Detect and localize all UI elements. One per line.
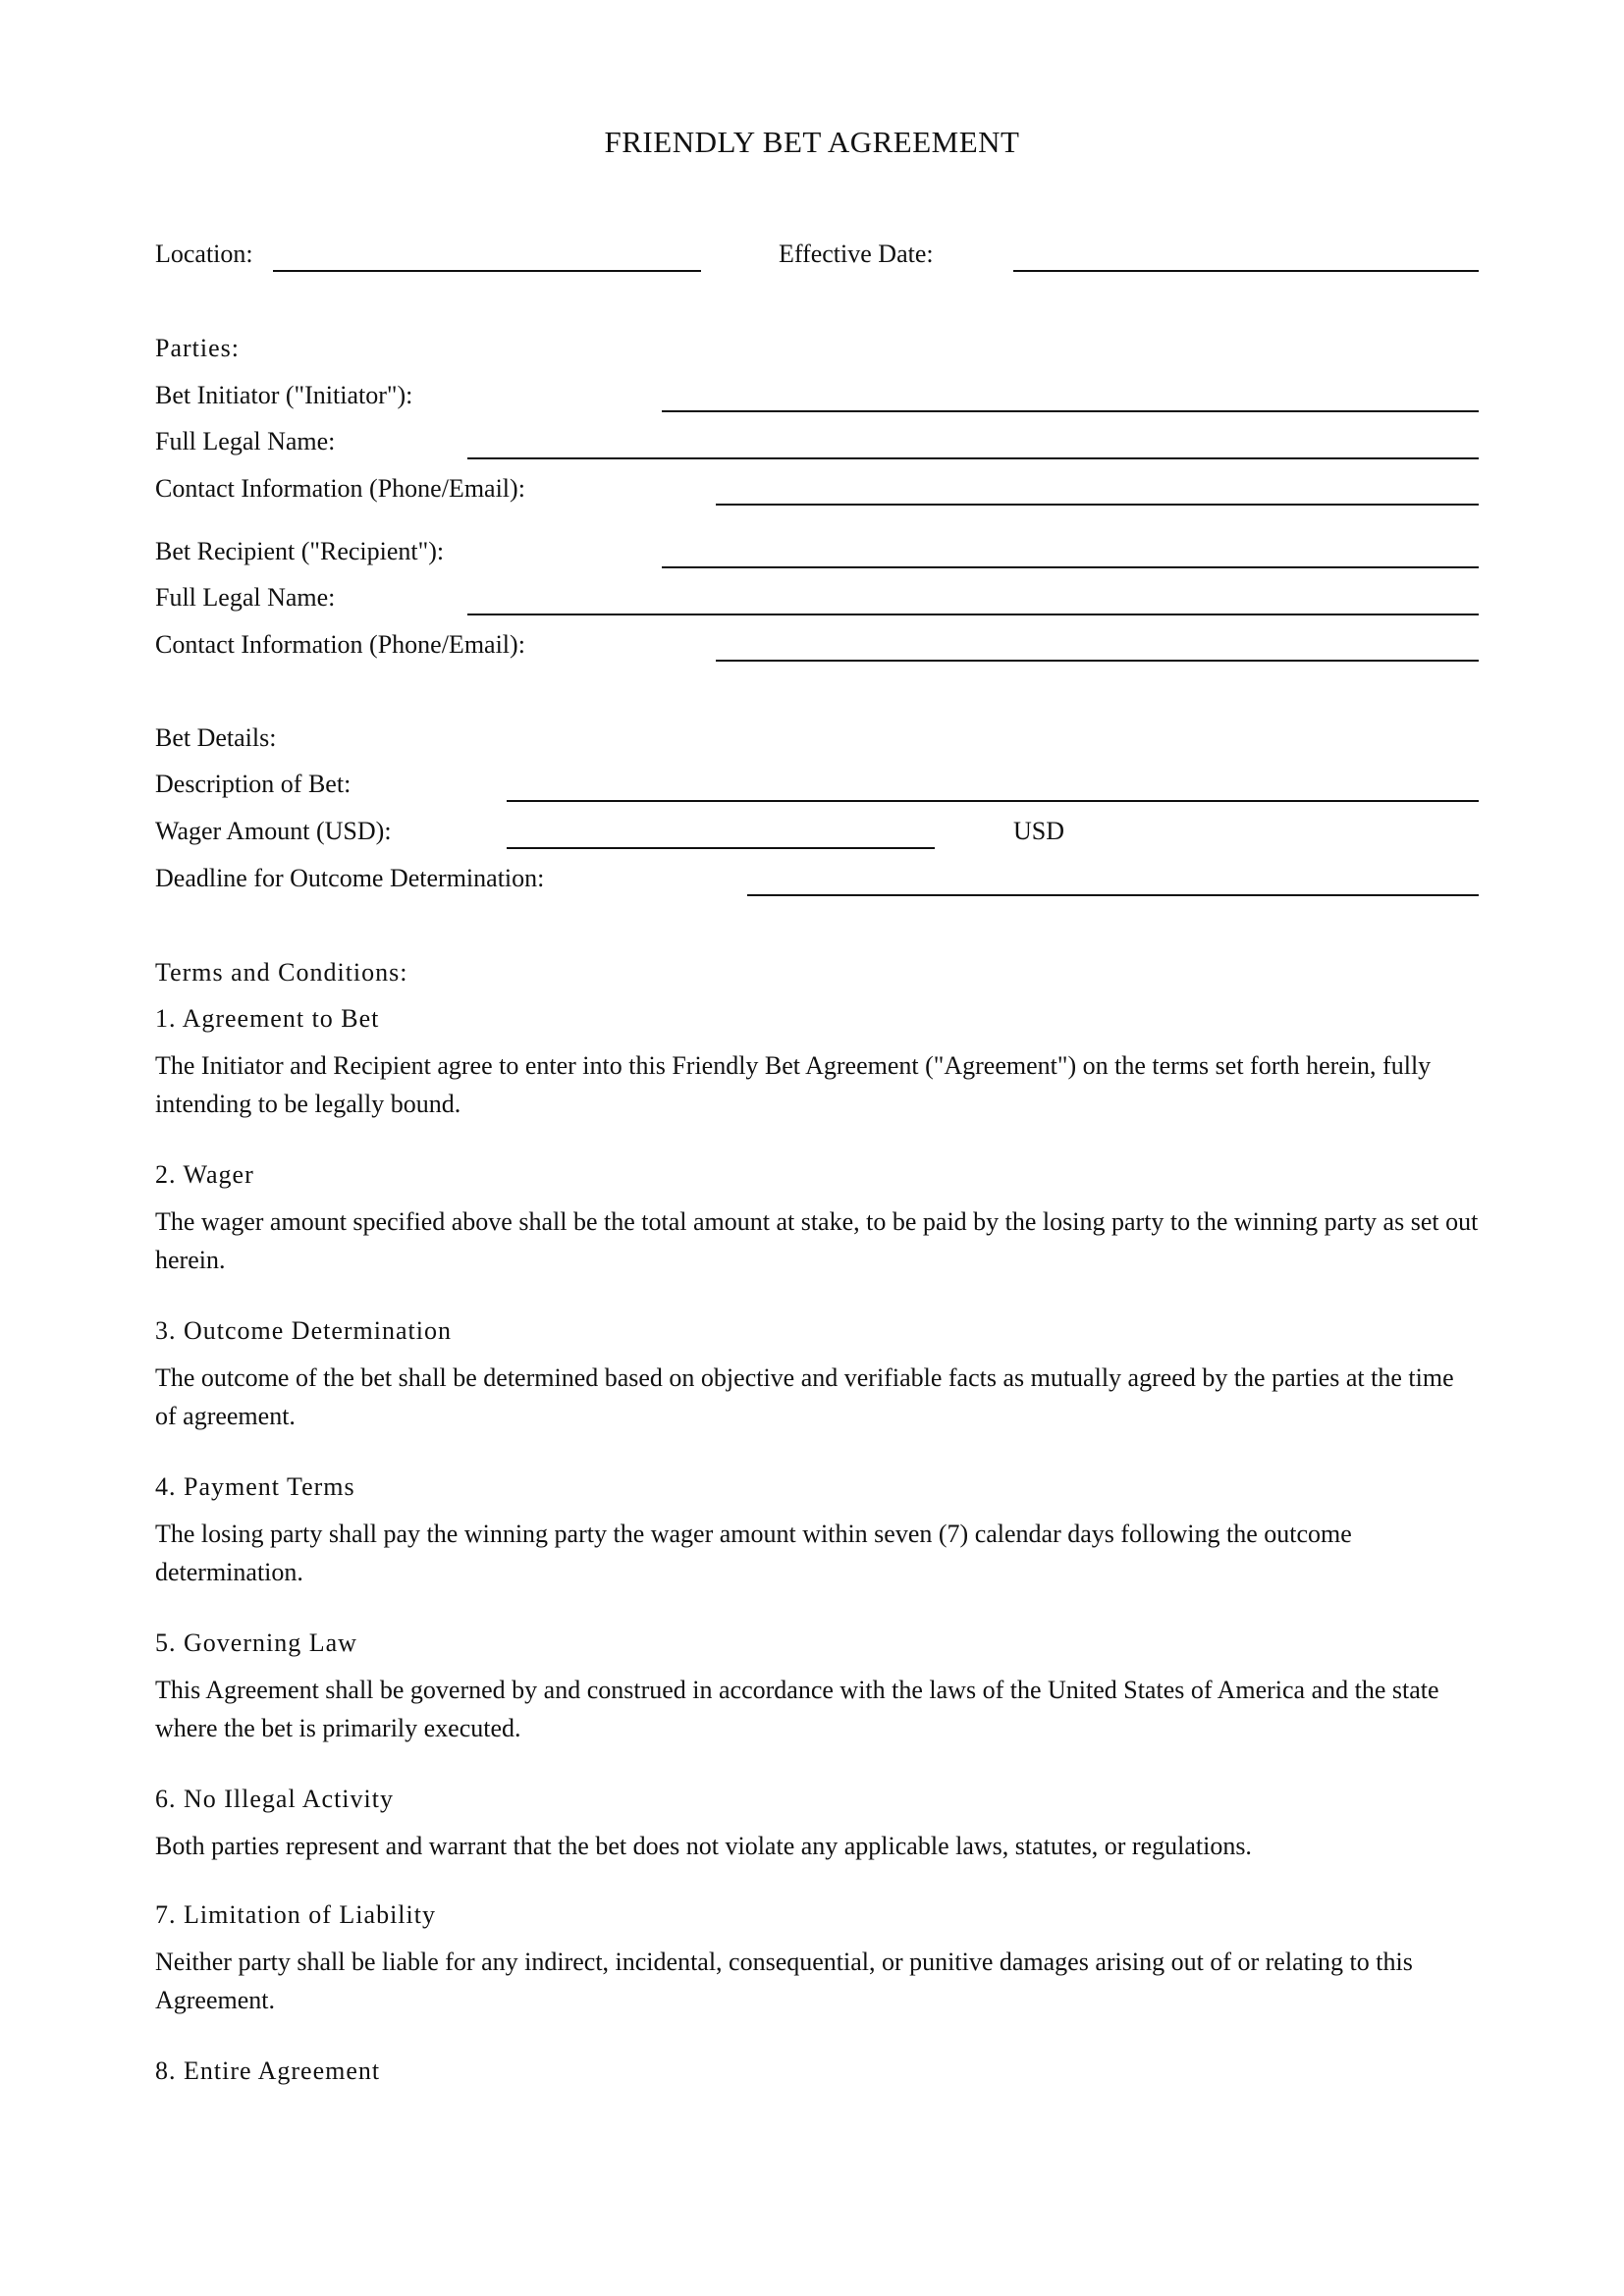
terms-heading: Terms and Conditions:: [155, 958, 408, 987]
section-title: 4. Payment Terms: [155, 1472, 355, 1501]
initiator-name-label: Full Legal Name:: [155, 427, 336, 455]
section-body: The Initiator and Recipient agree to enter into this Friendly Bet Agreement ("Agreement") on the terms set forth herein, fully intending to be legally bound.: [155, 1051, 1432, 1118]
deadline-label: Deadline for Outcome Determination:: [155, 864, 545, 892]
section-title: 8. Entire Agreement: [155, 2056, 381, 2085]
wager-field[interactable]: [507, 847, 935, 849]
recipient-contact-label: Contact Information (Phone/Email):: [155, 630, 525, 659]
location-label: Location:: [155, 240, 253, 268]
recipient-name-field[interactable]: [467, 614, 1479, 615]
location-field[interactable]: [273, 270, 701, 272]
initiator-contact-label: Contact Information (Phone/Email):: [155, 474, 525, 503]
deadline-field[interactable]: [747, 894, 1479, 896]
section-body: This Agreement shall be governed by and construed in accordance with the laws of the United States of America and the state where the bet is primarily executed.: [155, 1676, 1439, 1742]
bet-details-heading: Bet Details:: [155, 723, 277, 752]
section-title: 7. Limitation of Liability: [155, 1900, 436, 1929]
initiator-field[interactable]: [662, 410, 1479, 412]
description-label: Description of Bet:: [155, 770, 352, 798]
recipient-name-label: Full Legal Name:: [155, 583, 336, 612]
wager-label: Wager Amount (USD):: [155, 817, 392, 845]
section-body: The outcome of the bet shall be determined based on objective and verifiable facts as mutually agreed by the parties at the time of agreement.: [155, 1363, 1454, 1430]
section-title: 1. Agreement to Bet: [155, 1004, 380, 1033]
recipient-field[interactable]: [662, 566, 1479, 568]
initiator-label: Bet Initiator ("Initiator"):: [155, 381, 413, 409]
effective-date-label: Effective Date:: [779, 240, 934, 268]
initiator-name-field[interactable]: [467, 457, 1479, 459]
recipient-contact-field[interactable]: [716, 660, 1479, 662]
document-title: FRIENDLY BET AGREEMENT: [604, 125, 1020, 159]
description-field[interactable]: [507, 800, 1479, 802]
section-title: 6. No Illegal Activity: [155, 1785, 394, 1813]
effective-date-field[interactable]: [1013, 270, 1479, 272]
section-body: The wager amount specified above shall be the total amount at stake, to be paid by the losing party to the winning party as set out herein.: [155, 1207, 1479, 1274]
initiator-contact-field[interactable]: [716, 504, 1479, 506]
section-body: Both parties represent and warrant that the bet does not violate any applicable laws, statutes, or regulations.: [155, 1832, 1252, 1860]
recipient-label: Bet Recipient ("Recipient"):: [155, 537, 445, 565]
section-body: Neither party shall be liable for any indirect, incidental, consequential, or punitive damages arising out of or relating to this Agreement.: [155, 1948, 1413, 2014]
section-title: 3. Outcome Determination: [155, 1316, 452, 1345]
section-title: 5. Governing Law: [155, 1629, 357, 1657]
parties-heading: Parties:: [155, 334, 240, 362]
section-body: The losing party shall pay the winning party the wager amount within seven (7) calendar days following the outcome determination.: [155, 1520, 1352, 1586]
section-title: 2. Wager: [155, 1160, 254, 1189]
wager-unit: USD: [1013, 817, 1065, 845]
